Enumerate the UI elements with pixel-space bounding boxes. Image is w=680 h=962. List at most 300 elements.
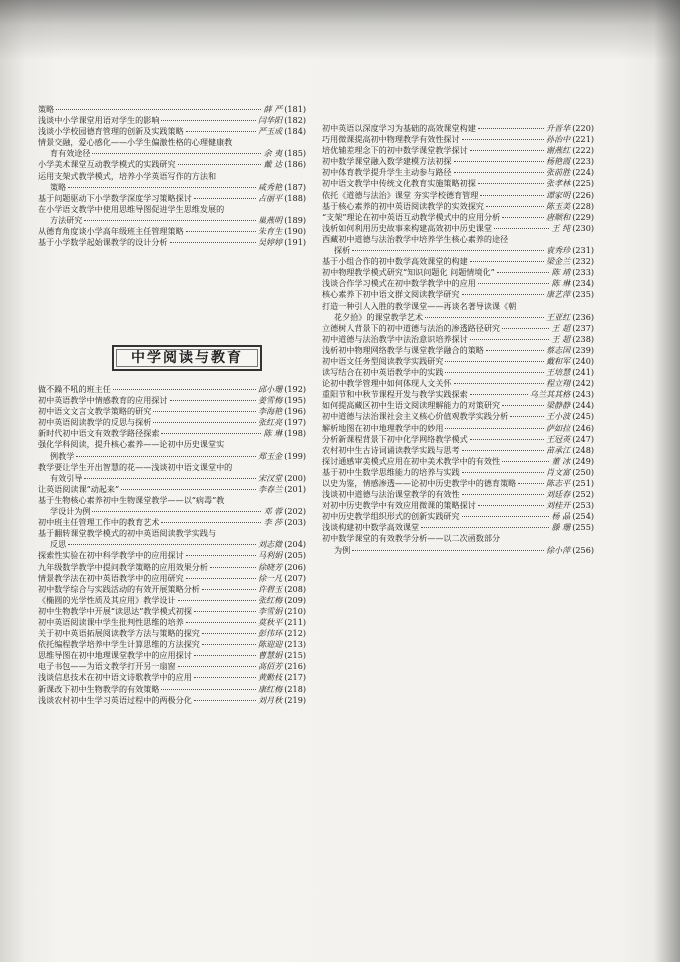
toc-entry-page: (210)	[284, 605, 306, 616]
toc-entry-author: 陈迎迎	[257, 639, 283, 650]
toc-entry-title: 初中英语阅读课中学生批判性思维的培养	[38, 616, 184, 627]
toc-entry-author: 咸秀艳	[257, 181, 283, 192]
toc-entry-author: 戴 达	[263, 159, 283, 170]
toc-entry	[38, 528, 306, 550]
toc-entry	[322, 489, 594, 500]
leader-dots	[352, 550, 544, 551]
toc-entry-title: 学设计为例	[50, 506, 91, 517]
leader-dots	[194, 198, 256, 199]
toc-entry-page: (255)	[572, 522, 594, 533]
toc-entry-page: (256)	[572, 544, 594, 555]
toc-entry-author: 杨 晶	[551, 511, 571, 522]
toc-entry-title: 初中语文教学中传统文化教育实施策略初探	[322, 178, 476, 189]
toc-entry-author: 徐晓芳	[257, 561, 283, 572]
toc-entry	[322, 423, 594, 434]
leader-dots	[84, 220, 256, 221]
toc-entry-page: (191)	[284, 237, 306, 248]
toc-entry	[322, 301, 594, 323]
toc-entry	[322, 267, 594, 278]
toc-entry-page: (201)	[284, 483, 306, 494]
leader-dots	[486, 206, 544, 207]
toc-entry-page: (230)	[572, 222, 594, 233]
toc-entry-author: 康艺萍	[545, 289, 571, 300]
leader-dots	[68, 544, 256, 545]
toc-entry-author: 黄勤枝	[257, 672, 283, 683]
leader-dots	[502, 328, 549, 329]
toc-entry-page: (252)	[572, 489, 594, 500]
toc-entry	[322, 123, 594, 134]
toc-entry-title: 反思	[50, 539, 67, 550]
toc-entry-author: 徐小萍	[545, 544, 571, 555]
toc-entry-title: “支架”理论在初中英语互动教学模式中的应用分析	[322, 211, 501, 222]
toc-entry-author: 唐顺和	[545, 211, 571, 222]
leader-dots	[186, 578, 256, 579]
toc-entry-author: 严玉成	[257, 126, 283, 137]
toc-entry-title: 策略	[38, 104, 55, 114]
leader-dots	[445, 428, 544, 429]
leader-dots	[170, 400, 256, 401]
toc-entry-title: 读写结合在初中英语教学中的实践	[322, 367, 444, 378]
toc-entry-title: 育有效途径	[50, 148, 91, 159]
toc-entry-page: (213)	[284, 639, 306, 650]
toc-entry-author: 梁金兰	[545, 256, 571, 267]
toc-entry-page: (181)	[284, 104, 306, 114]
leader-dots	[478, 505, 544, 506]
toc-entry-title: 为例	[334, 544, 351, 555]
toc-entry	[322, 511, 594, 522]
leader-dots	[445, 361, 544, 362]
toc-entry-title: 浅谈构建初中数学高效课堂	[322, 522, 420, 533]
toc-entry-page: (221)	[572, 134, 594, 145]
toc-entry-title: 情景交融，爱心感化——小学生偏激性格的心理健康教	[38, 137, 233, 148]
toc-entry	[38, 226, 306, 237]
toc-entry	[38, 384, 306, 395]
leader-dots	[502, 217, 544, 218]
toc-entry-title: 初中英语阅读教学的反思与探析	[38, 417, 152, 428]
toc-entry	[38, 237, 306, 248]
toc-entry-page: (246)	[572, 422, 594, 433]
leader-dots	[170, 242, 256, 243]
toc-entry-author: 张红亮	[257, 417, 283, 428]
leader-dots	[202, 633, 256, 634]
toc-entry-title: 浅谈小学校园德育管理的创新及实践策略	[38, 126, 184, 137]
toc-entry	[322, 178, 594, 189]
toc-entry-author: 王冠英	[545, 433, 571, 444]
toc-entry	[38, 115, 306, 126]
toc-entry-page: (222)	[572, 145, 594, 156]
toc-entry-page: (186)	[284, 159, 306, 170]
leader-dots	[186, 131, 256, 132]
toc-entry	[38, 428, 306, 439]
scan-right-shadow	[654, 0, 680, 962]
toc-entry-author: 许碧玉	[257, 583, 283, 594]
toc-entry-author: 袁秀珍	[545, 245, 571, 256]
toc-entry-title: 浅谈信息技术在初中语文诗歌教学中的应用	[38, 672, 192, 683]
toc-entry-title: 巧用微课提高初中物理教学有效性探讨	[322, 134, 460, 145]
leader-dots	[462, 450, 544, 451]
toc-entry	[322, 134, 594, 145]
toc-entry-title: 初中语文任务型阅读教学实践研究	[322, 355, 444, 366]
toc-entry-title: 初中英语教学中情感教育的应用探讨	[38, 395, 168, 406]
toc-entry-page: (225)	[572, 178, 594, 189]
toc-entry-title: 浅析如何利用历史故事来构建高效初中历史课堂	[322, 222, 492, 233]
toc-entry	[38, 628, 306, 639]
toc-entry-page: (223)	[572, 156, 594, 167]
leader-dots	[178, 164, 262, 165]
toc-entry-title: 教学要让学生开出智慧的花——浅谈初中语文课堂中的	[38, 461, 233, 472]
leader-dots	[121, 489, 256, 490]
toc-entry	[322, 167, 594, 178]
toc-entry-title: 强化学科阅读，提升核心素养——论初中历史课堂实	[38, 439, 225, 450]
toc-entry	[322, 389, 594, 400]
toc-entry-author: 王 超	[551, 322, 571, 333]
toc-entry	[322, 411, 594, 422]
toc-entry-page: (212)	[284, 628, 306, 639]
toc-entry	[322, 522, 594, 533]
toc-entry-title: 从德育角度谈小学高年级班主任管理策略	[38, 226, 184, 237]
toc-entry	[322, 345, 594, 356]
toc-entry-page: (207)	[284, 572, 306, 583]
toc-entry-author: 谢燕红	[545, 145, 571, 156]
leader-dots	[470, 261, 544, 262]
toc-entry-title: 方法研究	[50, 214, 83, 225]
toc-entry	[322, 533, 594, 555]
toc-entry	[38, 395, 306, 406]
toc-entry-title: 浅析初中物理网络教学与课堂教学融合的策略	[322, 344, 484, 355]
toc-entry-title: 九年级数学教学中提问教学策略的应用效果分析	[38, 561, 208, 572]
toc-entry-title: 初中体育教学提升学生主动参与路径	[322, 167, 452, 178]
leader-dots	[478, 128, 544, 129]
toc-entry	[38, 617, 306, 628]
toc-entry-title: 论初中教学管理中如何体现人文关怀	[322, 378, 452, 389]
toc-entry-title: 基于小组合作的初中数学高效课堂的构建	[322, 256, 468, 267]
toc-entry-page: (233)	[572, 267, 594, 278]
toc-entry-page: (220)	[572, 123, 594, 133]
leader-dots	[161, 689, 256, 690]
toc-entry-title: 探析	[334, 245, 351, 256]
toc-entry-page: (215)	[284, 650, 306, 661]
toc-entry-title: 基于问题驱动下小学数学深度学习策略探讨	[38, 192, 192, 203]
toc-entry-title: 初中班主任管理工作中的教育艺术	[38, 517, 160, 528]
toc-entry-author: 徐一凡	[257, 572, 283, 583]
toc-entry-page: (228)	[572, 200, 594, 211]
leader-dots	[502, 461, 549, 462]
toc-entry	[322, 356, 594, 367]
leader-dots	[194, 611, 256, 612]
toc-entry	[38, 672, 306, 683]
toc-entry-author: 姜雪梅	[257, 395, 283, 406]
leader-dots	[462, 139, 544, 140]
toc-entry-author: 梁静静	[545, 400, 571, 411]
leader-dots	[502, 405, 544, 406]
toc-entry-author: 陈 琳	[551, 278, 571, 289]
toc-entry-title: 初中道德与法治教学中法治意识培养探讨	[322, 333, 468, 344]
toc-entry-page: (200)	[284, 472, 306, 483]
toc-entry	[322, 445, 594, 456]
toc-entry-author: 董 冰	[551, 455, 571, 466]
toc-entry-title: 让英语阅读课“动起来”	[38, 483, 120, 494]
leader-dots	[518, 483, 544, 484]
toc-entry-page: (196)	[284, 406, 306, 417]
toc-entry	[322, 378, 594, 389]
leader-dots	[178, 666, 256, 667]
leader-dots	[186, 555, 256, 556]
toc-entry	[322, 367, 594, 378]
toc-entry-page: (238)	[572, 333, 594, 344]
toc-entry	[322, 190, 594, 201]
scan-top-shadow	[0, 0, 680, 60]
toc-entry-title: 策略	[50, 181, 67, 192]
toc-entry-page: (245)	[572, 411, 594, 422]
toc-entry	[38, 193, 306, 204]
toc-entry-page: (242)	[572, 378, 594, 389]
toc-entry-author: 巢燕明	[257, 214, 283, 225]
toc-entry-page: (253)	[572, 500, 594, 511]
toc-entry	[322, 289, 594, 300]
leader-dots	[510, 416, 544, 417]
leader-dots	[462, 294, 544, 295]
toc-entry-page: (254)	[572, 511, 594, 522]
toc-entry-author: 张红梅	[257, 594, 283, 605]
toc-entry-page: (218)	[284, 683, 306, 694]
toc-entry	[322, 500, 594, 511]
toc-entry-author: 蔡志国	[545, 344, 571, 355]
toc-entry	[38, 562, 306, 573]
toc-entry-author: 闫华阳	[257, 115, 283, 126]
leader-dots	[454, 172, 544, 173]
toc-entry-title: 探索性实验在初中科学教学中的应用探讨	[38, 550, 184, 561]
toc-entry-author: 戴和军	[545, 355, 571, 366]
toc-entry-page: (231)	[572, 245, 594, 256]
toc-entry-page: (239)	[572, 344, 594, 355]
toc-right-column	[322, 123, 594, 556]
toc-entry-author: 李 莎	[263, 517, 283, 528]
toc-entry	[322, 156, 594, 167]
toc-entry-author: 刘桂开	[545, 500, 571, 511]
toc-entry-author: 程立翔	[545, 378, 571, 389]
toc-entry-page: (184)	[284, 126, 306, 137]
toc-entry-page: (232)	[572, 256, 594, 267]
toc-entry-author: 王 纯	[551, 222, 571, 233]
toc-entry-author: 吴婷婷	[257, 237, 283, 248]
toc-entry-author: 王 超	[551, 333, 571, 344]
toc-entry-title: 新课改下初中生物教学的有效策略	[38, 683, 160, 694]
leader-dots	[470, 394, 528, 395]
toc-entry-title: 《椭圆的光学性质及其应用》教学设计	[38, 594, 176, 605]
toc-entry	[322, 334, 594, 345]
leader-dots	[478, 183, 544, 184]
toc-entry-author: 高佰芳	[257, 661, 283, 672]
toc-entry-page: (190)	[284, 226, 306, 237]
leader-dots	[494, 228, 549, 229]
leader-dots	[68, 187, 256, 188]
toc-entry-author: 彭伟环	[257, 628, 283, 639]
toc-entry-page: (185)	[284, 148, 306, 159]
toc-entry-title: 基于小学数学起始课教学的设计分析	[38, 237, 168, 248]
toc-entry-page: (187)	[284, 181, 306, 192]
toc-entry-title: 初中数学综合与实践活动的有效开展策略分析	[38, 583, 200, 594]
toc-entry-title: 花夕拾》的课堂教学艺术	[334, 311, 424, 322]
toc-entry-title: 基于核心素养的初中英语阅读教学的实效探究	[322, 200, 484, 211]
toc-entry	[38, 462, 306, 484]
toc-entry-title: 思维导图在初中地理课堂教学中的应用探讨	[38, 650, 192, 661]
toc-entry	[38, 204, 306, 226]
toc-entry-author: 马利娟	[257, 550, 283, 561]
toc-entry	[38, 137, 306, 159]
toc-entry	[38, 573, 306, 584]
toc-entry-page: (209)	[284, 594, 306, 605]
toc-entry-page: (226)	[572, 189, 594, 200]
toc-entry-author: 余 夷	[263, 148, 283, 159]
toc-entry-author: 刘月秋	[257, 694, 283, 705]
toc-entry-title: 初中数学课堂融入数学建模方法初探	[322, 156, 452, 167]
leader-dots	[84, 478, 256, 479]
leader-dots	[202, 644, 256, 645]
toc-entry-author: 占丽平	[257, 192, 283, 203]
leader-dots	[161, 522, 261, 523]
toc-entry	[38, 104, 306, 115]
toc-entry	[38, 650, 306, 661]
toc-entry	[322, 478, 594, 489]
leader-dots	[462, 494, 544, 495]
toc-entry	[38, 695, 306, 706]
leader-dots	[470, 150, 544, 151]
toc-entry-author: 李雪娟	[257, 605, 283, 616]
toc-entry-title: 初中语文文言文教学策略的研究	[38, 406, 152, 417]
toc-entry-page: (188)	[284, 192, 306, 203]
leader-dots	[462, 472, 544, 473]
toc-entry	[322, 201, 594, 212]
toc-entry-page: (248)	[572, 444, 594, 455]
toc-entry-author: 邱小珊	[257, 384, 283, 394]
toc-entry-author: 张孝林	[545, 178, 571, 189]
toc-entry-title: 新时代初中语文有效教学路径探索	[38, 428, 160, 439]
toc-entry-page: (198)	[284, 428, 306, 439]
toc-entry-author: 苗承江	[545, 444, 571, 455]
toc-entry-page: (206)	[284, 561, 306, 572]
toc-entry-page: (236)	[572, 311, 594, 322]
toc-entry-title: 依托《道德与法治》课堂 夯实学校德育管理	[322, 189, 479, 200]
toc-entry-page: (204)	[284, 539, 306, 550]
leader-dots	[425, 317, 544, 318]
toc-entry-page: (244)	[572, 400, 594, 411]
toc-entry-title: 解析地图在初中地理教学中的妙用	[322, 422, 444, 433]
toc-entry	[322, 234, 594, 256]
toc-entry-author: 邓 蓉	[263, 506, 283, 517]
leader-dots	[92, 153, 261, 154]
toc-entry-page: (205)	[284, 550, 306, 561]
toc-entry-author: 升晋华	[545, 123, 571, 133]
toc-entry-title: 初中历史教学组织形式的创新实践研究	[322, 511, 460, 522]
toc-entry-author: 杨艳霞	[545, 156, 571, 167]
toc-entry-title: 有效引导	[50, 472, 83, 483]
toc-entry-title: 西藏初中道德与法治教学中培养学生核心素养的途径	[322, 233, 509, 244]
toc-entry	[38, 517, 306, 528]
toc-entry	[322, 323, 594, 334]
toc-entry-page: (237)	[572, 322, 594, 333]
toc-entry-page: (211)	[284, 616, 306, 627]
toc-entry-page: (229)	[572, 211, 594, 222]
leader-dots	[161, 120, 256, 121]
toc-entry-title: 如何提高藏区初中生语文阅读理解能力的对策研究	[322, 400, 501, 411]
toc-entry-title: 做不躁不吼的班主任	[38, 384, 111, 394]
leader-dots	[202, 589, 256, 590]
toc-entry-page: (243)	[572, 389, 594, 400]
toc-entry-title: 分析新课程背景下初中化学网络教学模式	[322, 433, 468, 444]
toc-entry-author: 薛 严	[263, 104, 283, 114]
toc-entry	[38, 417, 306, 428]
leader-dots	[113, 389, 256, 390]
toc-entry	[38, 639, 306, 650]
toc-entry-author: 曹慧娟	[257, 650, 283, 661]
toc-entry-author: 陈 琳	[263, 428, 283, 439]
leader-dots	[153, 411, 256, 412]
toc-entry-author: 滕 珊	[551, 522, 571, 533]
toc-entry	[38, 550, 306, 561]
leader-dots	[76, 456, 256, 457]
toc-entry-author: 朱育生	[257, 226, 283, 237]
toc-entry-author: 陈志平	[545, 478, 571, 488]
toc-entry-page: (219)	[284, 694, 306, 705]
toc-entry-author: 李海艳	[257, 406, 283, 417]
toc-left-column-top	[38, 104, 306, 248]
toc-entry-author: 谭家明	[545, 189, 571, 200]
toc-entry-title: 浅谈初中道德与法治课堂教学的有效性	[322, 489, 460, 500]
toc-entry-title: 初中物理教学模式研究“知识问题化 问题情境化”	[322, 267, 495, 278]
toc-entry-author: 李春兰	[257, 483, 283, 494]
toc-entry	[38, 126, 306, 137]
toc-entry	[38, 406, 306, 417]
leader-dots	[352, 250, 544, 251]
toc-entry-page: (189)	[284, 214, 306, 225]
toc-entry-author: 孙治中	[545, 134, 571, 145]
toc-entry-author: 刘廷春	[545, 489, 571, 500]
toc-entry-title: 打造一种引人入胜的教学课堂——再谈名著导读课《朝	[322, 300, 517, 311]
toc-entry-author: 王培慧	[545, 367, 571, 378]
toc-entry	[38, 606, 306, 617]
leader-dots	[470, 339, 550, 340]
toc-entry-author: 王小波	[545, 411, 571, 422]
toc-entry-page: (224)	[572, 167, 594, 178]
leader-dots	[210, 567, 256, 568]
toc-entry-author: 刘志微	[257, 539, 283, 550]
leader-dots	[194, 655, 256, 656]
toc-entry-page: (199)	[284, 450, 306, 461]
toc-entry-page: (182)	[284, 115, 306, 126]
toc-entry-author: 莫秋平	[257, 616, 283, 627]
toc-entry-title: 浅谈农村初中生学习英语过程中的两极分化	[38, 694, 192, 705]
toc-entry	[38, 484, 306, 495]
toc-entry-title: 初中数学课堂的有效教学分析——以二次函数部分	[322, 533, 501, 544]
toc-entry-title: 基于生物核心素养初中生物课堂教学——以“病毒”教	[38, 494, 225, 505]
toc-entry	[38, 495, 306, 517]
toc-entry-title: 培优辅差理念下的初中数学课堂教学探讨	[322, 145, 468, 156]
toc-entry-title: 立德树人背景下的初中道德与法治的渗透路径研究	[322, 322, 501, 333]
toc-entry-author: 肖文富	[545, 466, 571, 477]
toc-entry-author: 萨如拉	[545, 422, 571, 433]
toc-entry-title: 农村初中生古诗词诵读教学实践与思考	[322, 444, 460, 455]
leader-dots	[480, 195, 544, 196]
toc-entry-title: 情景教学法在初中英语教学中的应用研究	[38, 572, 184, 583]
toc-entry-page: (235)	[572, 289, 594, 300]
toc-entry-title: 对初中历史教学中有效应用微课的策略探讨	[322, 500, 476, 511]
leader-dots	[161, 433, 261, 434]
toc-entry	[38, 439, 306, 461]
toc-entry	[322, 223, 594, 234]
toc-entry-title: 在小学语文教学中使用思维导图促进学生思维发展的	[38, 203, 225, 214]
leader-dots	[486, 350, 544, 351]
toc-entry-title: 浅谈中小学课堂用语对学生的影响	[38, 115, 160, 126]
